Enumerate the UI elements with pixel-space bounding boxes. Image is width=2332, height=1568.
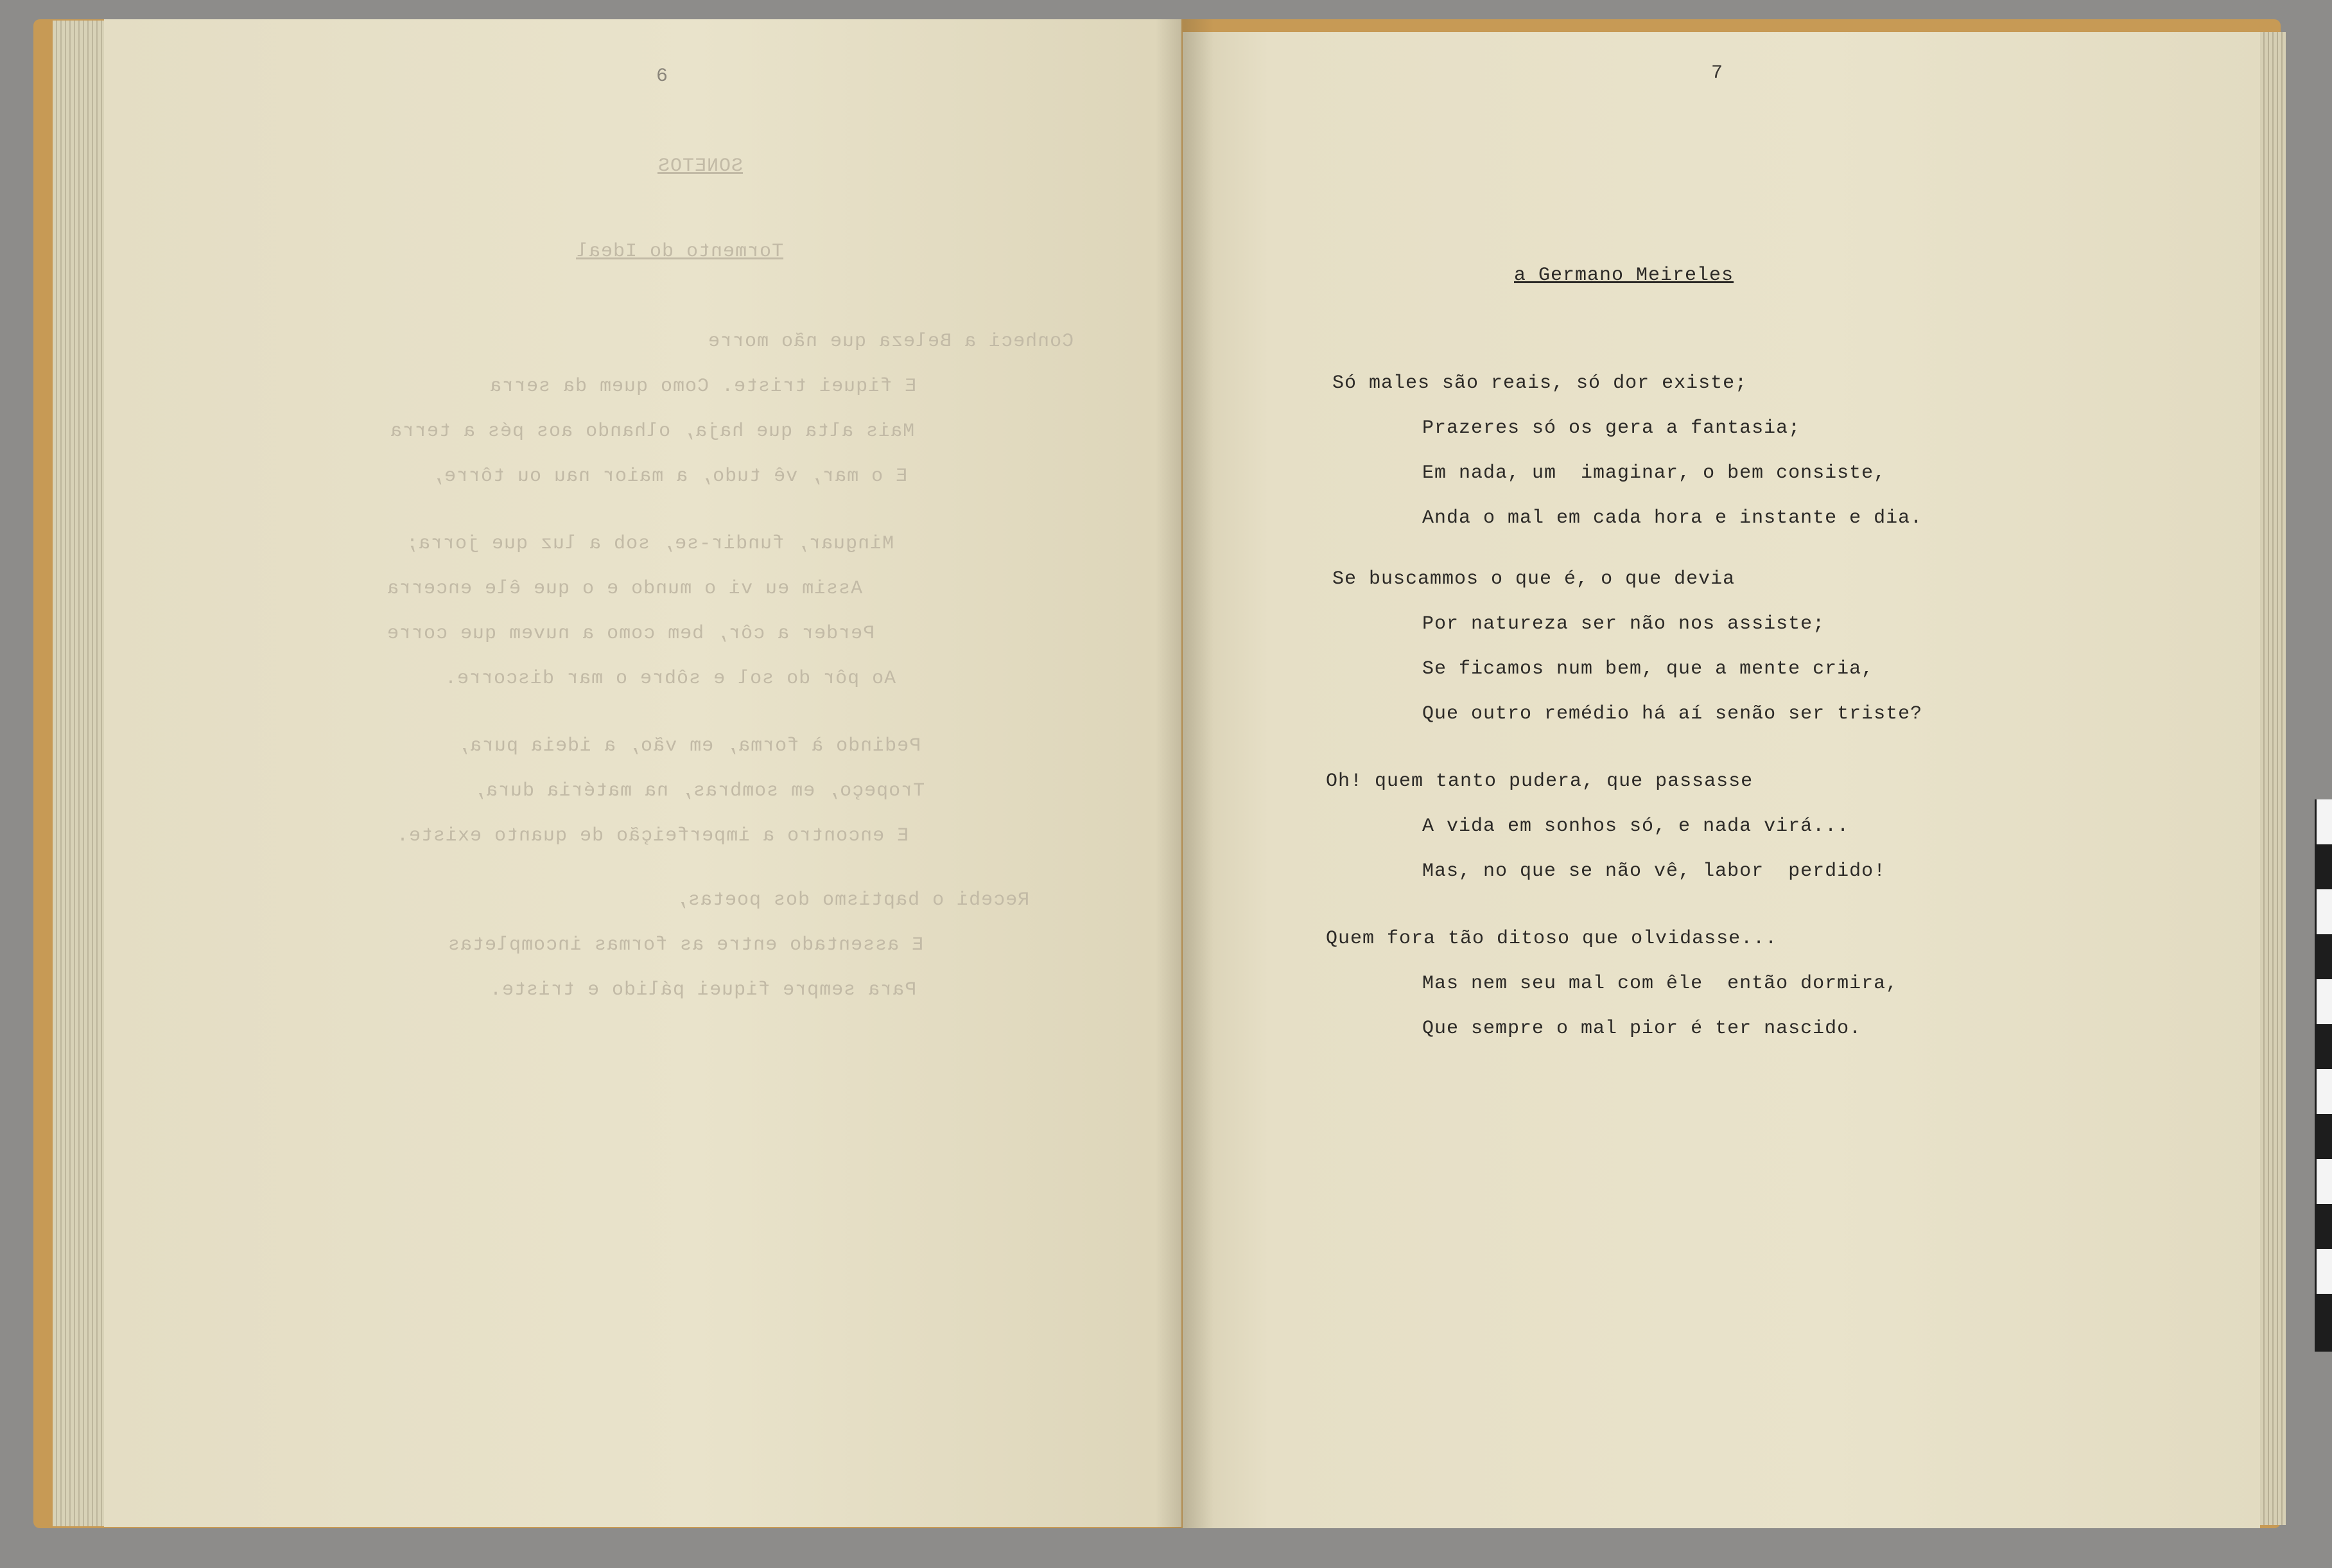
right-page bbox=[1183, 32, 2260, 1528]
scale-segment bbox=[2317, 889, 2332, 934]
poem-line: Se ficamos num bem, que a mente cria, bbox=[1422, 658, 1874, 680]
poem-line: Quem fora tão ditoso que olvidasse... bbox=[1326, 928, 1778, 950]
left-page-line-11: E encontro a imperfeição de quanto existe. bbox=[396, 825, 909, 847]
scale-segment bbox=[2317, 1159, 2332, 1204]
scale-segment bbox=[2317, 799, 2332, 844]
scale-segment bbox=[2317, 1249, 2332, 1294]
scale-segment bbox=[2317, 1069, 2332, 1114]
poem-line: A vida em sonhos só, e nada virá... bbox=[1422, 815, 1850, 837]
left-page-line-8: Ao pôr do sol e sôbre o mar discorre. bbox=[444, 668, 896, 690]
poem-line: Mas, no que se não vê, labor perdido! bbox=[1422, 860, 1886, 882]
poem-line: Prazeres só os gera a fantasia; bbox=[1422, 417, 1801, 439]
left-page-line-9: Pedindo à forma, em vão, a ideia pura, bbox=[457, 735, 921, 757]
left-page-heading: SONETOS bbox=[657, 155, 744, 177]
left-page-line-2: E fiquei triste. Como quem da serra bbox=[489, 376, 917, 397]
left-page-number: 6 bbox=[656, 65, 668, 87]
left-page-line-6: Assim eu vi o mundo e o que êle encerra bbox=[387, 578, 863, 600]
left-page-line-7: Perder a côr, bem como a nuvem que corre bbox=[387, 623, 875, 645]
poem-line: Em nada, um imaginar, o bem consiste, bbox=[1422, 462, 1886, 484]
left-page-line-1: Conheci a Beleza que não morre bbox=[708, 331, 1074, 353]
poem-line: Que outro remédio há aí senão ser triste? bbox=[1422, 703, 1923, 725]
poem-line: Mas nem seu mal com êle então dormira, bbox=[1422, 973, 1899, 995]
left-page-line-14: Para sempre fiquei pálido e triste. bbox=[489, 979, 917, 1001]
right-page-number: 7 bbox=[1711, 62, 1723, 84]
right-page-block-edges bbox=[2260, 32, 2286, 1525]
scale-segment bbox=[2317, 979, 2332, 1024]
poem-line: Por natureza ser não nos assiste; bbox=[1422, 613, 1825, 635]
left-page-line-5: Minguar, fundir-se, sob a luz que jorra; bbox=[406, 533, 894, 555]
poem-line: Que sempre o mal pior é ter nascido. bbox=[1422, 1018, 1862, 1040]
poem-line: Só males são reais, só dor existe; bbox=[1332, 372, 1748, 394]
left-page-subtitle: Tormento do Ideal bbox=[576, 241, 784, 263]
color-scale-strip bbox=[2315, 799, 2332, 1352]
left-page-line-4: E o mar, vê tudo, a maior nau ou tôrre, bbox=[431, 466, 908, 487]
poem-line: Anda o mal em cada hora e instante e dia. bbox=[1422, 507, 1923, 529]
left-page-line-10: Tropeço, em sombras, na matéria dura, bbox=[473, 780, 925, 802]
poem-line: Se buscammos o que é, o que devia bbox=[1332, 568, 1736, 590]
left-page-line-13: E assentado entre as formas incompletas bbox=[448, 934, 924, 956]
poem-line: Oh! quem tanto pudera, que passasse bbox=[1326, 771, 1753, 792]
left-page-line-3: Mais alta que haja, olhando aos pés a terra bbox=[390, 421, 915, 442]
left-page bbox=[104, 19, 1181, 1527]
left-page-block-edges bbox=[53, 21, 104, 1526]
poem-dedication-title: a Germano Meireles bbox=[1514, 265, 1734, 286]
left-page-line-12: Recebi o baptismo dos poetas, bbox=[675, 889, 1030, 911]
